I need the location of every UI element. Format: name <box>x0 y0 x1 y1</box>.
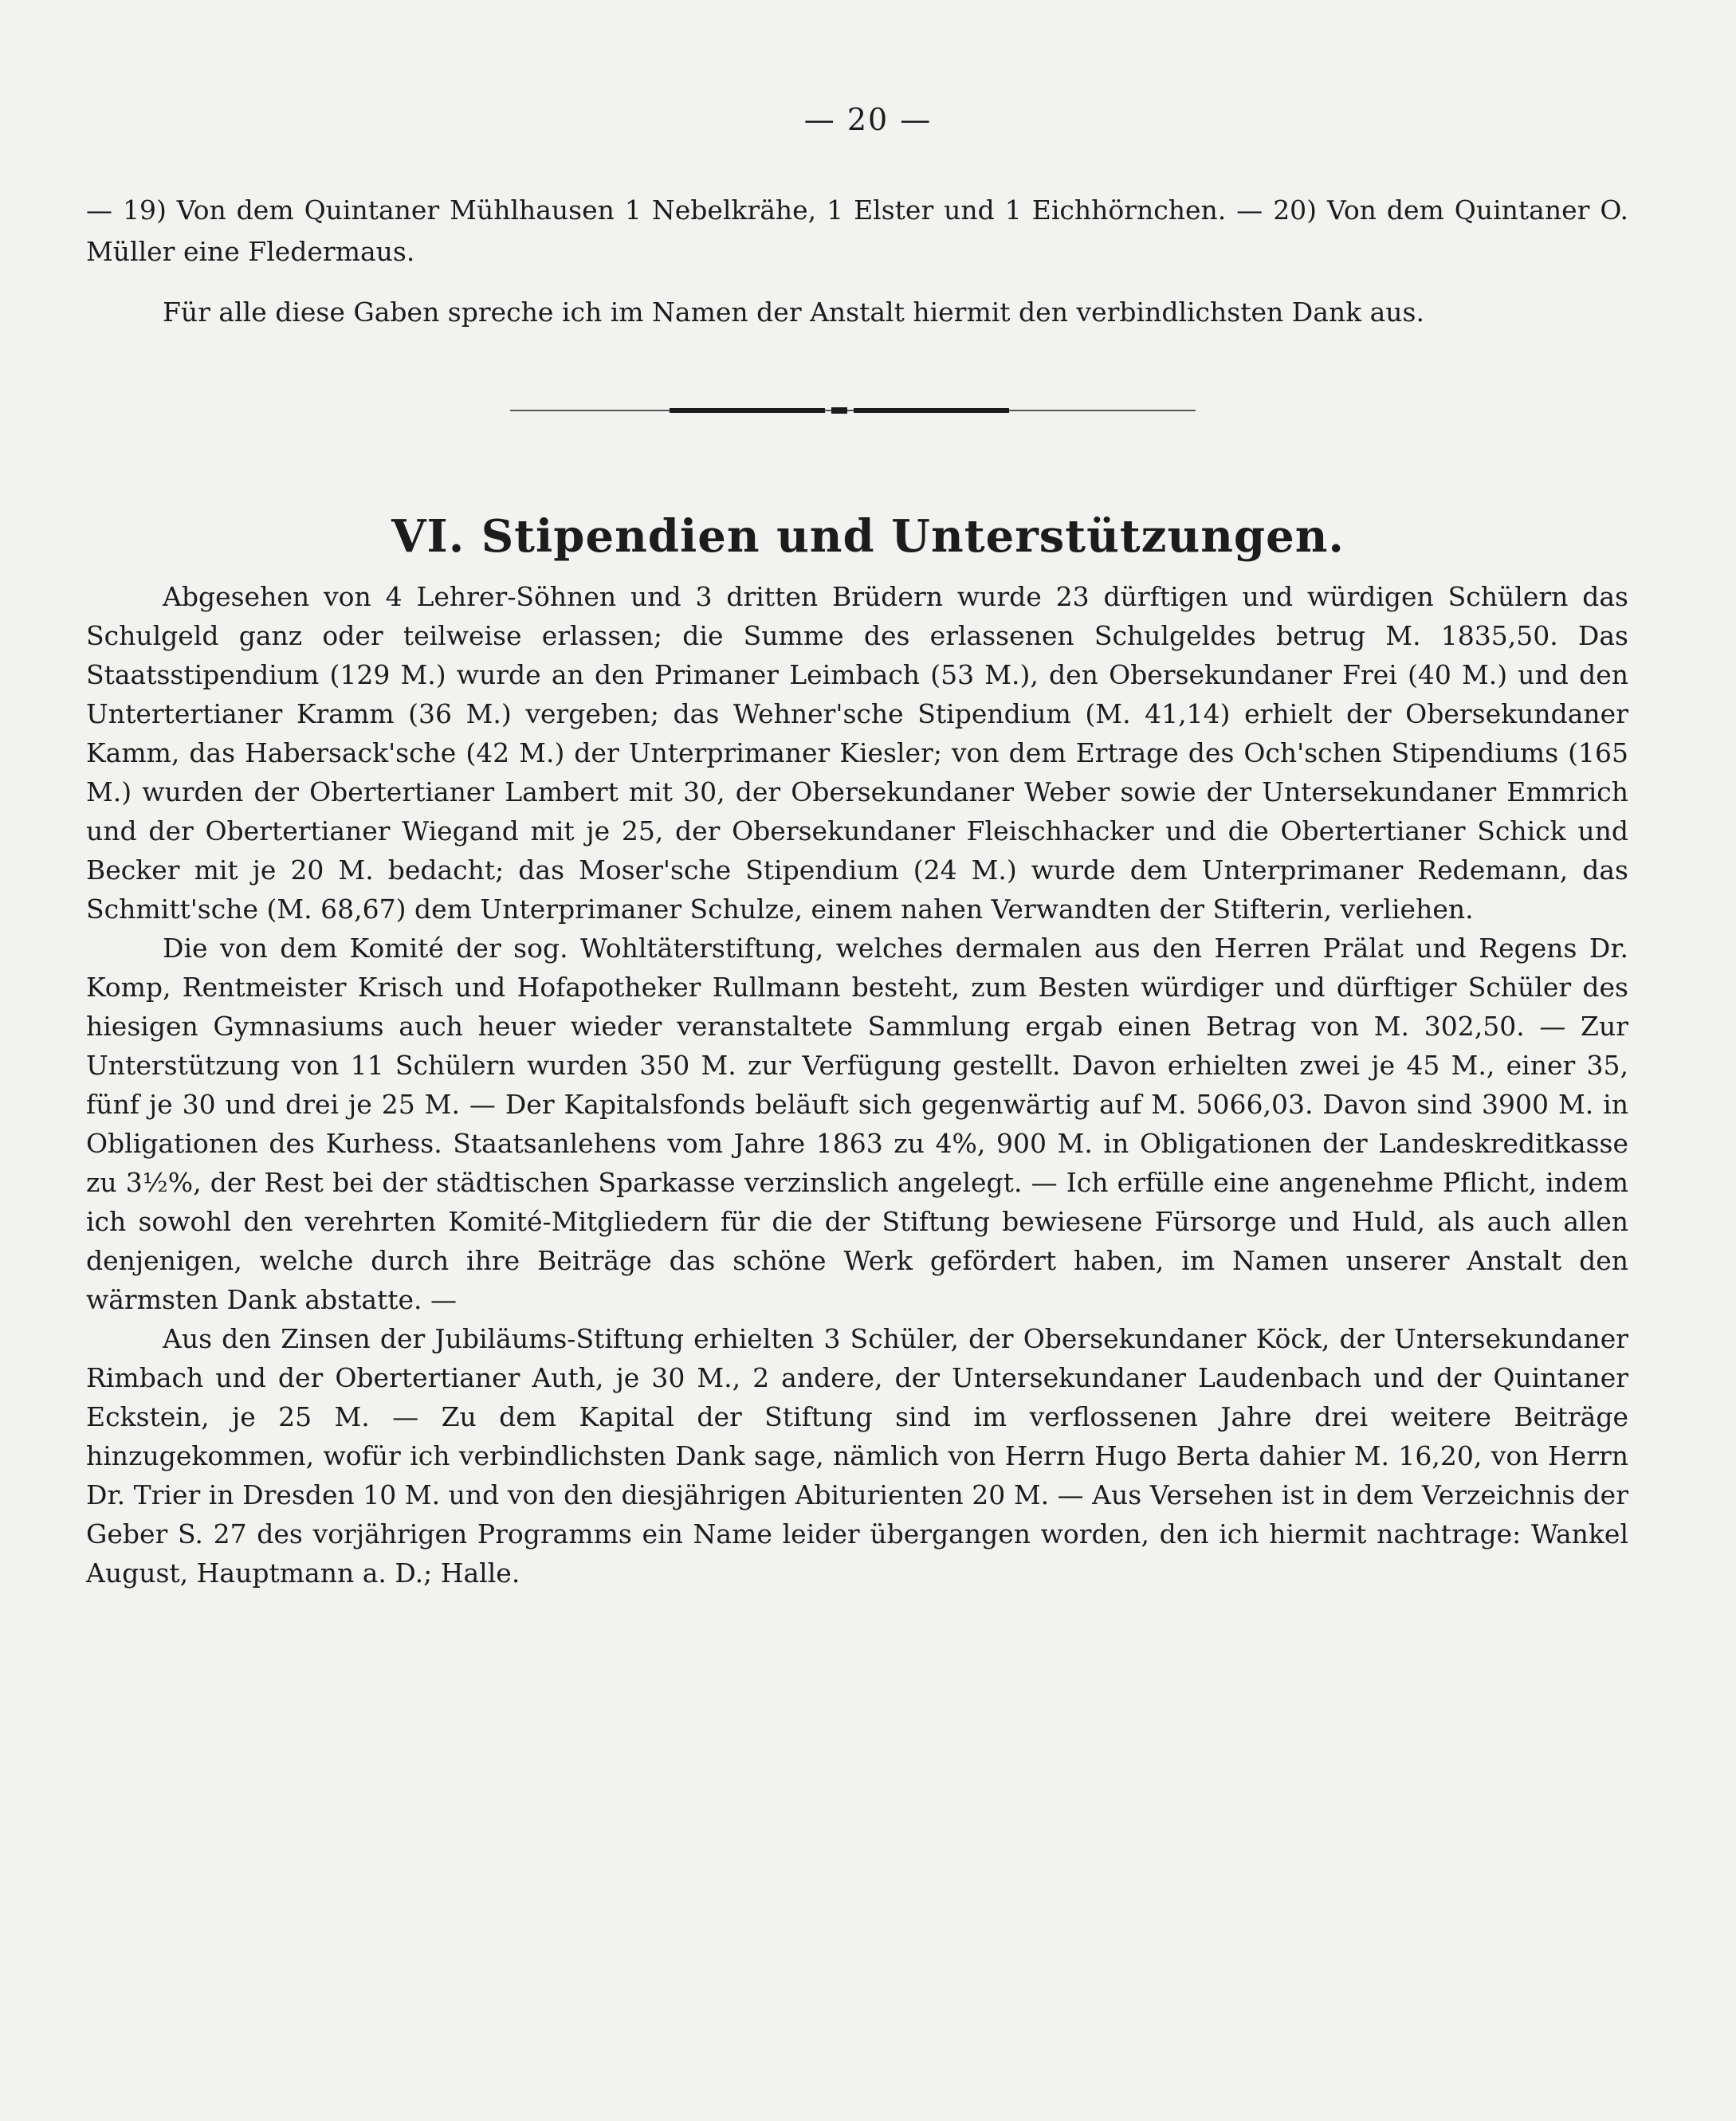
section-body <box>86 577 1628 1593</box>
paragraph-scholarships: Abgesehen von 4 Lehrer-Söhnen und 3 dritten Brüdern wurde 23 dürftigen und würdigen Schülern das Schulgeld ganz oder teilweise erlassen; die Summe des erlassenen Schulgeldes betrug M. 1835,50. Das Staatsstipendium (129 M.) wurde an den Primaner Leimbach (53 M.), den Obersekundaner Frei (40 M.) und den Untertertianer Kramm (36 M.) vergeben; das Wehner'sche Stipendium (M. 41,14) erhielt der Obersekundaner Kamm, das Habersack'sche (42 M.) der Unterprimaner Kiesler; von dem Ertrage des Och'schen Stipendiums (165 M.) wurden der Obertertianer Lambert mit 30, der Obersekundaner Weber sowie der Untersekundaner Emmrich und der Obertertianer Wiegand mit je 25, der Obersekundaner Fleischhacker und die Obertertianer Schick und Becker mit je 20 M. bedacht; das Moser'sche Stipendium (24 M.) wurde dem Unterprimaner Redemann, das Schmitt'sche (M. 68,67) dem Unterprimaner Schulze, einem nahen Verwandten der Stifterin, verliehen. <box>86 581 1628 925</box>
donations-list: — 19) Von dem Quintaner Mühlhausen 1 Nebelkrähe, 1 Elster und 1 Eichhörnchen. — 20) Von dem Quintaner O. Müller eine Fledermaus. <box>86 194 1628 267</box>
section-heading: VI. Stipendien und Unterstützungen. <box>391 510 1345 563</box>
thanks-paragraph: Für alle diese Gaben spreche ich im Namen der Anstalt hiermit den verbindlichsten Dank aus. <box>163 297 1424 328</box>
paragraph-jubilee-foundation: Aus den Zinsen der Jubiläums-Stiftung erhielten 3 Schüler, der Obersekundaner Köck, der Untersekundaner Rimbach und der Obertertianer Auth, je 30 M., 2 andere, der Untersekundaner Laudenbach und der Quintaner Eckstein, je 25 M. — Zu dem Kapital der Stiftung sind im verflossenen Jahre drei weitere Beiträge hinzugekommen, wofür ich verbindlichsten Dank sage, nämlich von Herrn Hugo Berta dahier M. 16,20, von Herrn Dr. Trier in Dresden 10 M. und von den diesjährigen Abiturienten 20 M. — Aus Versehen ist in dem Verzeichnis der Geber S. 27 des vorjährigen Programms ein Name leider übergangen worden, den ich hiermit nachtrage: Wankel August, Hauptmann a. D.; Halle. <box>86 1323 1628 1589</box>
donations-section <box>86 190 1628 333</box>
divider-thick-left <box>670 408 825 413</box>
divider-center-dot <box>831 407 847 414</box>
ornamental-divider <box>510 407 1196 414</box>
divider-thick-right <box>854 408 1009 413</box>
paragraph-benefactor-foundation: Die von dem Komité der sog. Wohltäterstiftung, welches dermalen aus den Herren Prälat und Regens Dr. Komp, Rentmeister Krisch und Hofapotheker Rullmann besteht, zum Besten würdiger und dürftiger Schüler des hiesigen Gymnasiums auch heuer wieder veranstaltete Sammlung ergab einen Betrag von M. 302,50. — Zur Unterstützung von 11 Schülern wurden 350 M. zur Verfügung gestellt. Davon erhielten zwei je 45 M., einer 35, fünf je 30 und drei je 25 M. — Der Kapitalsfonds beläuft sich gegenwärtig auf M. 5066,03. Davon sind 3900 M. in Obligationen des Kurhess. Staatsanlehens vom Jahre 1863 zu 4%, 900 M. in Obligationen der Landeskreditkasse zu 3½%, der Rest bei der städtischen Sparkasse verzinslich angelegt. — Ich erfülle eine angenehme Pflicht, indem ich sowohl den verehrten Komité-Mitgliedern für die der Stiftung bewiesene Fürsorge und Huld, als auch allen denjenigen, welche durch ihre Beiträge das schöne Werk gefördert haben, im Namen unserer Anstalt den wärmsten Dank abstatte. — <box>86 933 1628 1315</box>
divider-thin-line <box>510 410 1196 411</box>
page-number: — 20 — <box>803 102 933 137</box>
